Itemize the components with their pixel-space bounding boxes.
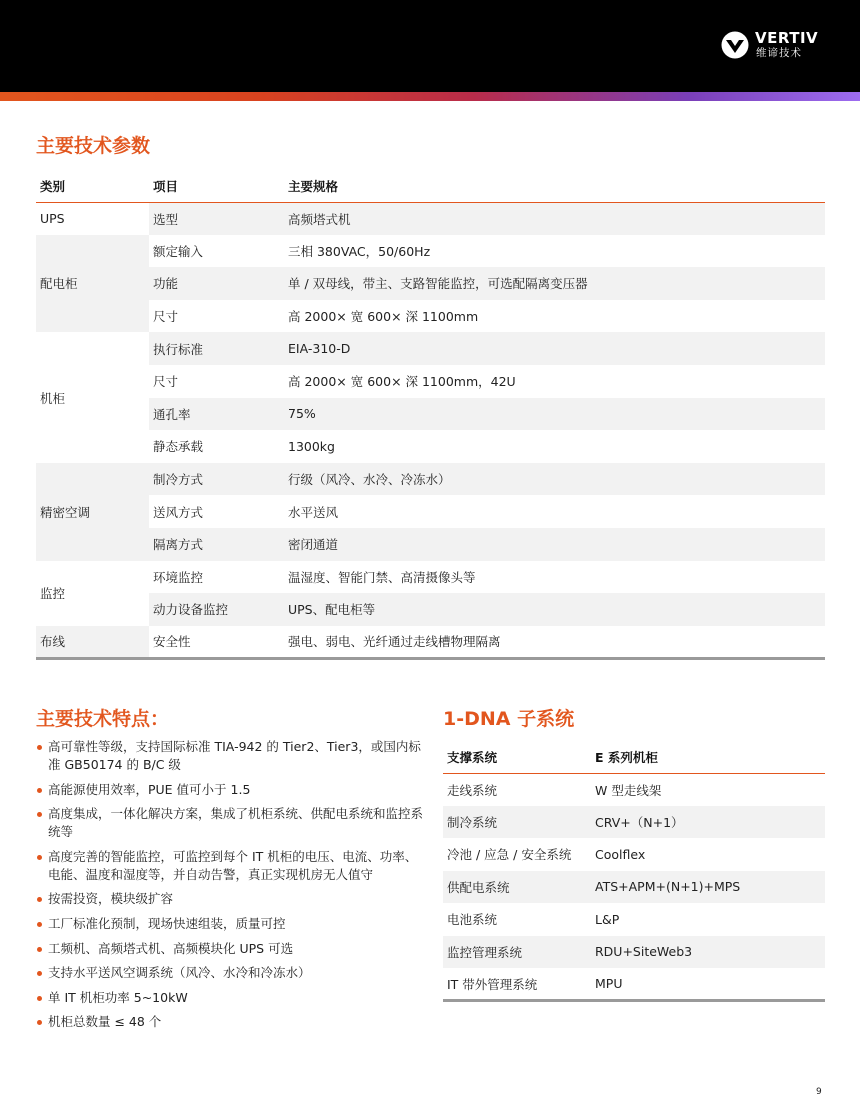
spec-cell: 三相 380VAC，50/60Hz <box>288 243 431 259</box>
dna-table-header <box>443 741 825 773</box>
item-cell: 静态承载 <box>153 439 204 455</box>
spec-cell: 行级（风冷、水冷、冷冻水） <box>284 463 825 496</box>
item-cell: 环境监控 <box>153 569 204 585</box>
support-system-cell: 监控管理系统 <box>443 936 591 969</box>
category-cell: 监控 <box>36 561 149 626</box>
support-system-cell: 电池系统 <box>447 912 498 928</box>
dna-table-row <box>443 806 825 839</box>
feature-item: 工频机、高频塔式机、高频模块化 UPS 可选 <box>36 940 426 958</box>
feature-item: 高能源使用效率，PUE 值可小于 1.5 <box>36 781 426 799</box>
spec-table-row <box>36 463 825 496</box>
features-section-title: 主要技术特点： <box>36 708 170 730</box>
item-cell: 制冷方式 <box>149 463 284 496</box>
spec-table-header <box>36 170 825 202</box>
support-system-cell: 冷池 / 应急 / 安全系统 <box>447 847 572 863</box>
dna-section-title: 1-DNA 子系统 <box>443 708 575 730</box>
item-cell: 通孔率 <box>149 398 284 431</box>
spec-cell: 单 / 双母线，带主、支路智能监控，可选配隔离变压器 <box>284 267 825 300</box>
feature-item: 单 IT 机柜功率 5~10kW <box>36 989 426 1007</box>
item-cell: 安全性 <box>149 626 284 659</box>
support-system-cell: IT 带外管理系统 <box>443 968 591 1001</box>
item-cell: 尺寸 <box>153 309 179 325</box>
spec-table-row <box>36 332 825 365</box>
features-list <box>36 738 426 1038</box>
dna-table-row <box>443 773 825 806</box>
category-cell: 配电柜 <box>36 235 149 333</box>
item-cell: 隔离方式 <box>149 528 284 561</box>
spec-cell: EIA-310-D <box>284 332 825 365</box>
feature-item: 高可靠性等级，支持国际标准 TIA-942 的 Tier2、Tier3，或国内标准 GB50174 的 B/C 级 <box>36 738 426 774</box>
item-cell: 额定输入 <box>153 243 204 259</box>
feature-item: 高度完善的智能监控，可监控到每个 IT 机柜的电压、电流、功率、电能、温度和湿度等，并自动告警，真正实现机房无人值守 <box>36 848 426 884</box>
spec-cell: 75% <box>284 398 825 431</box>
spec-cell: 1300kg <box>288 438 335 454</box>
spec-table-row <box>36 626 825 659</box>
spec-cell: 强电、弱电、光纤通过走线槽物理隔离 <box>284 626 825 659</box>
item-cell: 执行标准 <box>149 332 284 365</box>
spec-cell: 水平送风 <box>288 504 339 520</box>
dna-table-row <box>443 968 825 1001</box>
dna-table-row <box>443 936 825 969</box>
item-cell: 尺寸 <box>153 374 179 390</box>
item-cell: 功能 <box>149 267 284 300</box>
feature-item: 按需投资，模块级扩容 <box>36 890 426 908</box>
spec-table-row <box>36 528 825 561</box>
spec-cell: 密闭通道 <box>284 528 825 561</box>
e-series-cell: W 型走线架 <box>595 782 662 798</box>
spec-table-row <box>36 202 825 235</box>
category-cell: 机柜 <box>36 332 149 462</box>
vertiv-logo <box>721 29 831 65</box>
spec-section-title: 主要技术参数 <box>36 135 151 157</box>
col-header-e-series: E 系列机柜 <box>591 741 825 773</box>
support-system-cell: 制冷系统 <box>443 806 591 839</box>
col-header-support-system: 支撑系统 <box>443 741 591 773</box>
support-system-cell: 供配电系统 <box>443 871 591 904</box>
spec-cell: UPS、配电柜等 <box>284 593 825 626</box>
spec-table-row <box>36 593 825 626</box>
dna-table-row <box>443 838 825 871</box>
dna-table-row <box>443 871 825 904</box>
feature-item: 支持水平送风空调系统（风冷、水冷和冷冻水） <box>36 964 426 982</box>
feature-item: 机柜总数量 ≤ 48 个 <box>36 1013 426 1031</box>
e-series-cell: CRV+（N+1） <box>591 806 825 839</box>
page-number: 9 <box>816 1087 822 1097</box>
spec-table-row <box>36 398 825 431</box>
e-series-cell: Coolflex <box>595 846 646 862</box>
brand-name: VERTIV <box>755 29 819 47</box>
brand-subtitle: 维谛技术 <box>756 47 802 59</box>
e-series-cell: L&P <box>595 911 620 927</box>
feature-item: 工厂标准化预制，现场快速组装，质量可控 <box>36 915 426 933</box>
spec-table-row <box>36 495 825 528</box>
feature-item: 高度集成，一体化解决方案，集成了机柜系统、供配电系统和监控系统等 <box>36 805 426 841</box>
dna-table <box>443 741 825 1002</box>
category-cell: UPS <box>36 202 149 235</box>
e-series-cell: MPU <box>591 968 825 1001</box>
item-cell: 动力设备监控 <box>149 593 284 626</box>
spec-table-row <box>36 561 825 594</box>
spec-table-row <box>36 365 825 398</box>
col-header-item: 项目 <box>149 170 284 202</box>
spec-table-row <box>36 430 825 463</box>
support-system-cell: 走线系统 <box>447 782 498 798</box>
spec-cell: 高频塔式机 <box>284 202 825 235</box>
e-series-cell: RDU+SiteWeb3 <box>591 936 825 969</box>
col-header-category: 类别 <box>36 170 149 202</box>
spec-table-row <box>36 267 825 300</box>
item-cell: 选型 <box>149 202 284 235</box>
spec-cell: 高 2000× 宽 600× 深 1100mm <box>288 309 479 325</box>
spec-cell: 温湿度、智能门禁、高清摄像头等 <box>288 569 476 585</box>
e-series-cell: ATS+APM+(N+1)+MPS <box>591 871 825 904</box>
col-header-spec: 主要规格 <box>284 170 825 202</box>
dna-table-row <box>443 903 825 936</box>
item-cell: 送风方式 <box>153 504 204 520</box>
vertiv-chevron-logo-icon <box>721 31 749 59</box>
spec-cell: 高 2000× 宽 600× 深 1100mm，42U <box>288 374 516 390</box>
category-cell: 精密空调 <box>36 463 149 561</box>
spec-table-row <box>36 235 825 268</box>
category-cell: 布线 <box>36 626 149 659</box>
spec-table <box>36 170 825 660</box>
spec-table-row <box>36 300 825 333</box>
brand-gradient-bar <box>0 92 860 101</box>
